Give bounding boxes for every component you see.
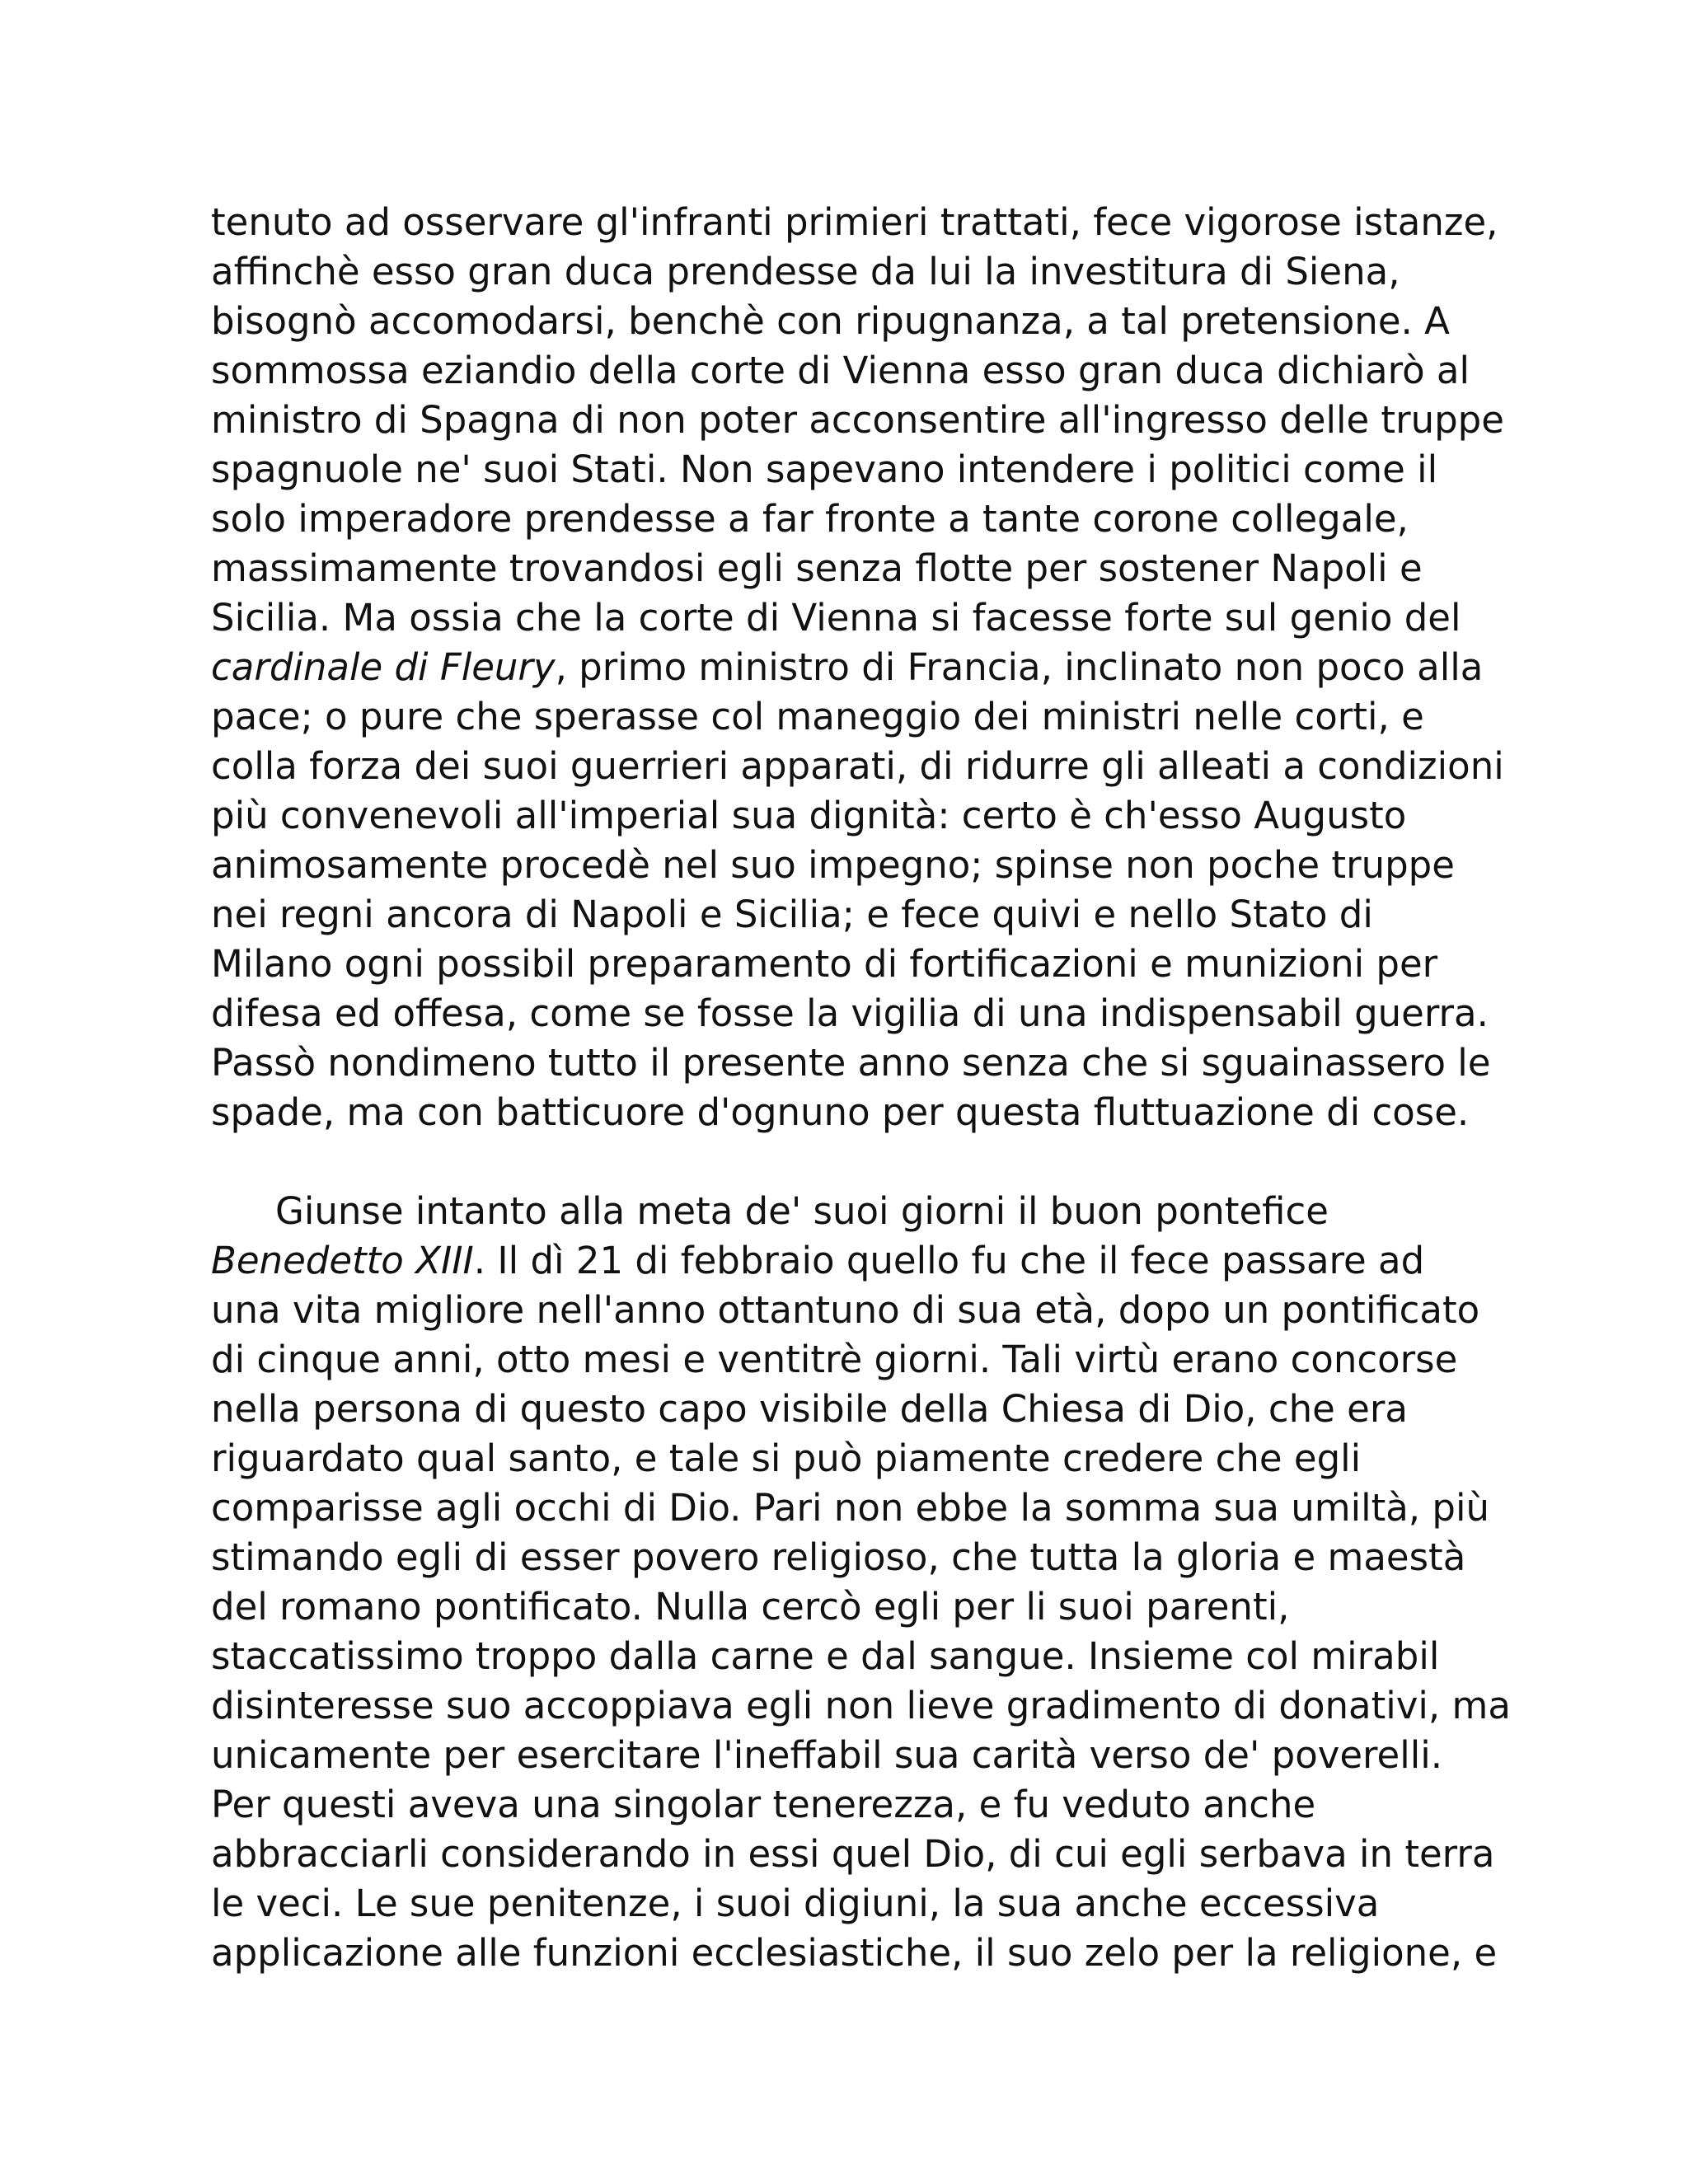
text-segment: difesa ed offesa, come se fosse la vigilia di una indispensabil guerra. bbox=[211, 991, 1489, 1035]
text-line bbox=[211, 247, 1497, 297]
text-line bbox=[211, 396, 1504, 445]
text-line bbox=[211, 1335, 1497, 1385]
text-line bbox=[211, 494, 1497, 544]
text-segment: massimamente trovandosi egli senza flotte per sostener Napoli e bbox=[211, 546, 1423, 590]
text-line bbox=[211, 989, 1497, 1038]
text-segment: nei regni ancora di Napoli e Sicilia; e fece quivi e nello Stato di bbox=[211, 893, 1373, 936]
text-line bbox=[211, 1434, 1497, 1483]
text-line bbox=[211, 1879, 1497, 1929]
text-segment: più convenevoli all'imperial sua dignità: certo è ch'esso Augusto bbox=[211, 794, 1407, 837]
text-line bbox=[211, 1632, 1497, 1681]
text-line bbox=[211, 593, 1497, 643]
text-segment: Per questi aveva una singolar tenerezza, e fu veduto anche bbox=[211, 1783, 1316, 1826]
text-line bbox=[211, 1236, 1497, 1286]
text-segment: stimando egli di esser povero religioso, che tutta la gloria e maestà bbox=[211, 1535, 1466, 1579]
text-line bbox=[211, 1533, 1497, 1582]
text-line bbox=[211, 1483, 1497, 1533]
text-segment: pace; o pure che sperasse col maneggio dei ministri nelle corti, e bbox=[211, 695, 1424, 738]
text-segment: . Il dì 21 di febbraio quello fu che il fece passare ad bbox=[473, 1239, 1425, 1282]
text-line bbox=[211, 1038, 1497, 1088]
text-line bbox=[211, 1780, 1497, 1830]
text-line bbox=[211, 742, 1504, 791]
text-line bbox=[211, 1681, 1511, 1731]
paragraph-gap bbox=[211, 1137, 1497, 1187]
text-line bbox=[211, 841, 1497, 890]
text-segment: le veci. Le sue penitenze, i suoi digiuni, la sua anche eccessiva bbox=[211, 1882, 1380, 1925]
text-line bbox=[211, 1286, 1497, 1335]
text-segment: spade, ma con batticuore d'ognuno per questa fluttuazione di cose. bbox=[211, 1090, 1470, 1134]
text-segment: bisognò accomodarsi, benchè con ripugnanza, a tal pretensione. A bbox=[211, 299, 1450, 343]
text-segment: abbracciarli considerando in essi quel Dio, di cui egli serbava in terra bbox=[211, 1832, 1495, 1876]
text-segment: Sicilia. Ma ossia che la corte di Vienna si facesse forte sul genio del bbox=[211, 596, 1461, 640]
text-line bbox=[211, 643, 1497, 692]
text-segment: sommossa eziandio della corte di Vienna esso gran duca dichiarò al bbox=[211, 349, 1470, 392]
text-line bbox=[211, 1731, 1497, 1780]
text-segment: una vita migliore nell'anno ottantuno di sua età, dopo un pontificato bbox=[211, 1288, 1480, 1332]
italic-text-segment: Benedetto XIII bbox=[211, 1239, 474, 1282]
text-line bbox=[211, 692, 1497, 742]
text-segment: ministro di Spagna di non poter acconsentire all'ingresso delle truppe bbox=[211, 398, 1504, 442]
text-segment: di cinque anni, otto mesi e ventitrè giorni. Tali virtù erano concorse bbox=[211, 1338, 1458, 1381]
italic-text-segment: cardinale di Fleury bbox=[211, 645, 556, 689]
text-segment: , primo ministro di Francia, inclinato non poco alla bbox=[555, 645, 1484, 689]
paragraph bbox=[211, 198, 1504, 1137]
text-line bbox=[211, 1088, 1497, 1137]
text-segment: affinchè esso gran duca prendesse da lui la investitura di Siena, bbox=[211, 250, 1400, 293]
text-segment: spagnuole ne' suoi Stati. Non sapevano intendere i politici come il bbox=[211, 448, 1438, 491]
text-line bbox=[211, 1187, 1497, 1236]
text-segment: disinteresse suo accoppiava egli non lieve gradimento di donativi, ma bbox=[211, 1684, 1511, 1727]
text-line bbox=[211, 940, 1497, 989]
text-line bbox=[211, 445, 1497, 494]
text-segment: unicamente per esercitare l'ineffabil sua carità verso de' poverelli. bbox=[211, 1733, 1443, 1777]
text-segment: applicazione alle funzioni ecclesiastiche, il suo zelo per la religione, e bbox=[211, 1931, 1498, 1975]
text-segment: tenuto ad osservare gl'infranti primieri trattati, fece vigorose istanze, bbox=[211, 200, 1498, 244]
document-page bbox=[211, 198, 1511, 1978]
text-segment: animosamente procedè nel suo impegno; spinse non poche truppe bbox=[211, 843, 1455, 887]
text-segment: riguardato qual santo, e tale si può piamente credere che egli bbox=[211, 1436, 1362, 1480]
text-segment: Milano ogni possibil preparamento di fortificazioni e munizioni per bbox=[211, 942, 1438, 986]
text-segment: Passò nondimeno tutto il presente anno senza che si sguainassero le bbox=[211, 1041, 1491, 1085]
text-line bbox=[211, 346, 1497, 396]
text-segment: Giunse intanto alla meta de' suoi giorni il buon pontefice bbox=[275, 1189, 1329, 1233]
text-line bbox=[211, 1929, 1497, 1978]
text-line bbox=[211, 198, 1497, 247]
text-line bbox=[211, 1582, 1497, 1632]
text-line bbox=[211, 1385, 1497, 1434]
paragraph bbox=[211, 1187, 1511, 1978]
text-line bbox=[211, 890, 1497, 940]
text-line bbox=[211, 1830, 1497, 1879]
text-line bbox=[211, 544, 1497, 593]
text-segment: nella persona di questo capo visibile della Chiesa di Dio, che era bbox=[211, 1387, 1408, 1431]
text-segment: comparisse agli occhi di Dio. Pari non ebbe la somma sua umiltà, più bbox=[211, 1486, 1490, 1530]
text-segment: colla forza dei suoi guerrieri apparati, di ridurre gli alleati a condizioni bbox=[211, 744, 1504, 788]
text-segment: solo imperadore prendesse a far fronte a tante corone collegale, bbox=[211, 497, 1409, 541]
text-segment: staccatissimo troppo dalla carne e dal sangue. Insieme col mirabil bbox=[211, 1634, 1440, 1678]
text-line bbox=[211, 791, 1497, 841]
text-segment: del romano pontificato. Nulla cercò egli per li suoi parenti, bbox=[211, 1585, 1290, 1629]
text-line bbox=[211, 297, 1497, 346]
